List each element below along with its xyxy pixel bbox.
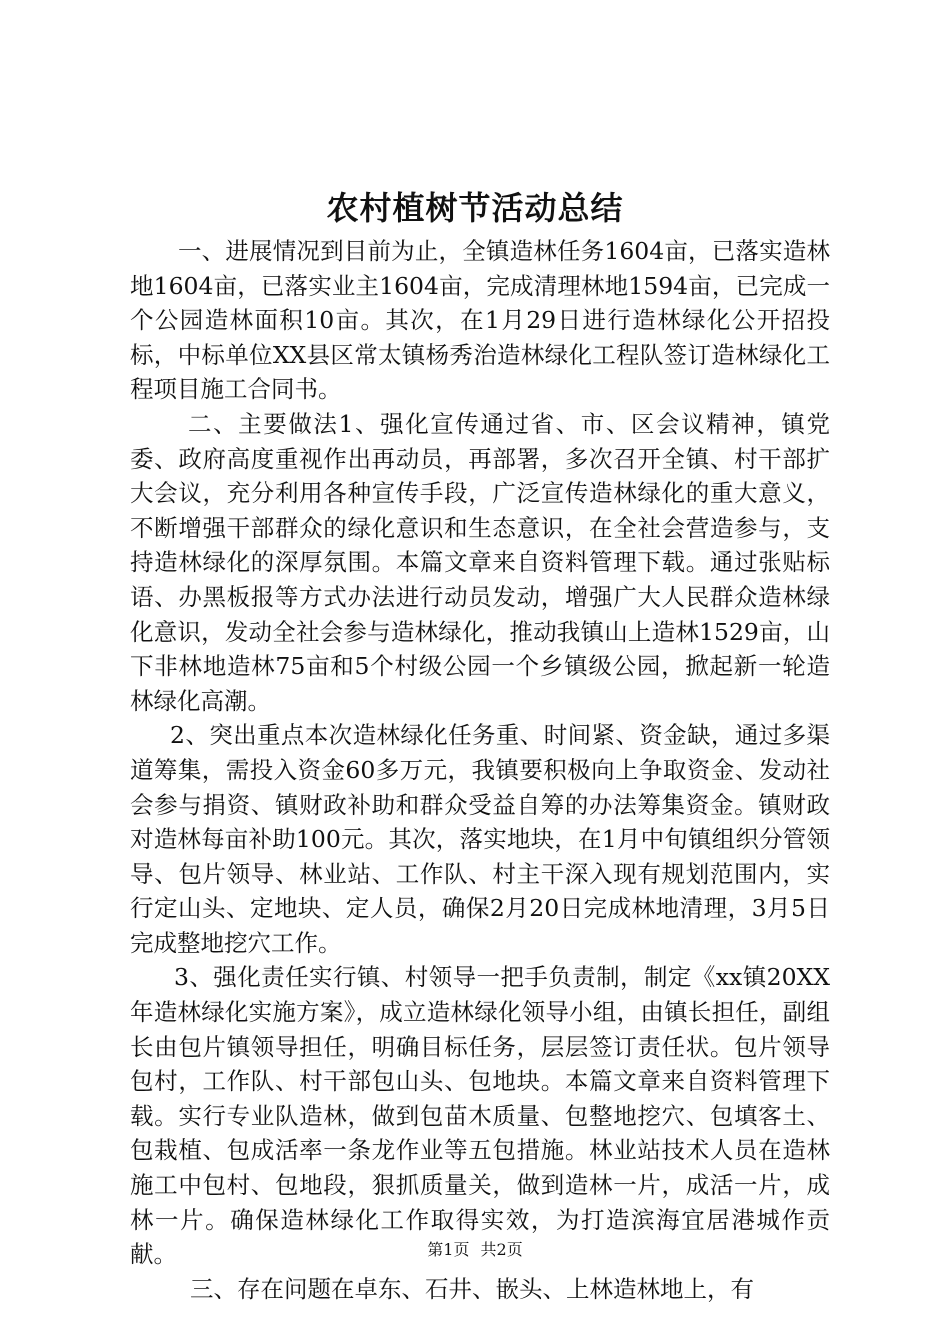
document-body: [130, 234, 830, 1306]
page-number: 第1页: [427, 1240, 470, 1259]
document-title: 农村植树节活动总结: [326, 189, 624, 227]
paragraph-progress: 一、进展情况到目前为止，全镇造林任务1604亩，已落实造林地1604亩，已落实业主1604亩，完成清理林地1594亩，已完成一个公园造林面积10亩。其次，在1月29日进行造林绿化公开招投标，中标单位XX县区常太镇杨秀治造林绿化工程队签订造林绿化工程项目施工合同书。: [130, 237, 830, 404]
page-footer: [0, 1240, 950, 1260]
paragraph-key-points: 2、突出重点本次造林绿化任务重、时间紧、资金缺，通过多渠道筹集，需投入资金60多万元，我镇要积极向上争取资金、发动社会参与捐资、镇财政补助和群众受益自筹的办法筹集资金。镇财政对造林每亩补助100元。其次，落实地块，在1月中旬镇组织分管领导、包片领导、林业站、工作队、村主干深入现有规划范围内，实行定山头、定地块、定人员，确保2月20日完成林地清理，3月5日完成整地挖穴工作。: [130, 721, 830, 957]
paragraph-responsibility: 3、强化责任实行镇、村领导一把手负责制，制定《xx镇20XX年造林绿化实施方案》，成立造林绿化领导小组，由镇长担任，副组长由包片镇领导担任，明确目标任务，层层签订责任状。包片领导包村，工作队、村干部包山头、包地块。本篇文章来自资料管理下载。实行专业队造林，做到包苗木质量、包整地挖穴、包填客土、包栽植、包成活率一条龙作业等五包措施。林业站技术人员在造林施工中包村、包地段，狠抓质量关，做到造林一片，成活一片，成林一片。确保造林绿化工作取得实效，为打造滨海宜居港城作贡献。: [130, 963, 830, 1269]
paragraph-main-practices: 二、主要做法1、强化宣传通过省、市、区会议精神，镇党委、政府高度重视作出再动员，再部署，多次召开全镇、村干部扩大会议，充分利用各种宣传手段，广泛宣传造林绿化的重大意义，不断增强干部群众的绿化意识和生态意识，在全社会营造参与，支持造林绿化的深厚氛围。本篇文章来自资料管理下载。通过张贴标语、办黑板报等方式办法进行动员发动，增强广大人民群众造林绿化意识，发动全社会参与造林绿化，推动我镇山上造林1529亩，山下非林地造林75亩和5个村级公园一个乡镇级公园，掀起新一轮造林绿化高潮。: [130, 409, 830, 715]
page-total: 共2页: [480, 1240, 523, 1259]
paragraph-problems: 三、存在问题在卓东、石井、嵌头、上林造林地上，有: [190, 1274, 754, 1303]
